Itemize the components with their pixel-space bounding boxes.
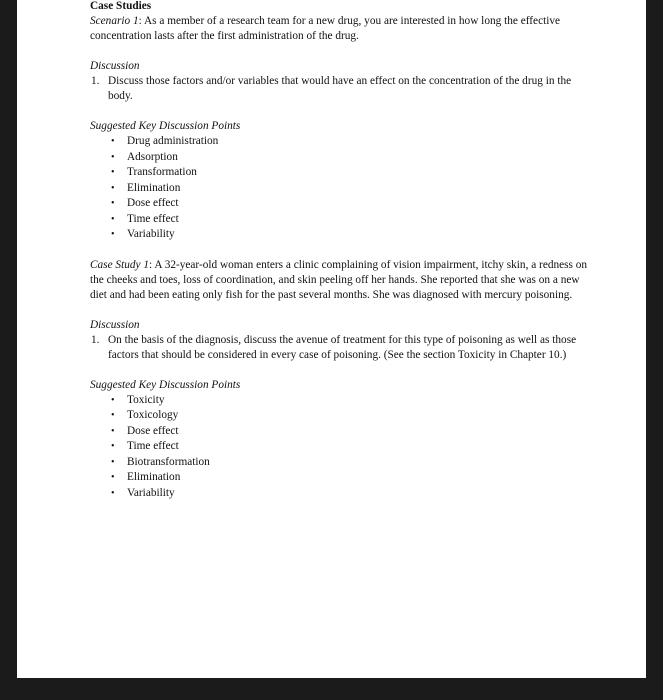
document-page	[17, 0, 646, 678]
bullet-icon: •	[111, 410, 115, 421]
bullet-icon: •	[111, 487, 115, 499]
list-item	[90, 196, 590, 212]
question-number: 1.	[91, 333, 100, 346]
discussion-2-list	[90, 333, 590, 363]
discussion-2-question	[90, 333, 590, 363]
scenario-paragraph	[90, 14, 590, 44]
list-item-text: Elimination	[127, 181, 181, 194]
section-heading: Case Studies	[90, 0, 152, 12]
bullet-icon: •	[111, 229, 115, 240]
bullet-icon: •	[111, 182, 115, 194]
scenario-text: : As a member of a research team for a new drug, you are interested in how long the effective concentration lasts after the first administration of the drug.	[90, 15, 561, 42]
bullet-icon: •	[111, 151, 115, 163]
list-item	[90, 150, 590, 166]
bullet-icon: •	[111, 425, 115, 437]
list-item-text: Dose effect	[127, 197, 179, 209]
bullet-icon: •	[111, 213, 115, 225]
list-item-text: Toxicology	[127, 409, 179, 421]
points-2-label: Suggested Key Discussion Points	[90, 378, 241, 391]
points-2-list	[90, 393, 590, 502]
discussion-1-list	[90, 74, 590, 104]
bullet-icon: •	[111, 394, 115, 406]
bullet-icon: •	[111, 167, 115, 178]
bullet-icon: •	[111, 136, 115, 147]
bullet-icon: •	[111, 198, 115, 209]
list-item	[90, 408, 590, 424]
list-item	[90, 486, 590, 502]
list-item-text: Biotransformation	[127, 455, 210, 468]
list-item-text: Time effect	[127, 440, 179, 452]
list-item-text: Adsorption	[127, 150, 178, 163]
question-text: On the basis of the diagnosis, discuss the avenue of treatment for this type of poisoning as well as those factors that should be considered in every case of poisoning. (See the section Toxicity in Chapter 10.)	[108, 333, 577, 361]
list-item	[90, 393, 590, 409]
list-item-text: Time effect	[127, 212, 179, 225]
discussion-1-question	[90, 74, 590, 104]
list-item	[90, 181, 590, 197]
list-item-text: Variability	[127, 486, 175, 499]
discussion-2-label: Discussion	[90, 318, 140, 331]
list-item	[90, 470, 590, 486]
list-item	[90, 134, 590, 150]
question-number: 1.	[91, 75, 100, 87]
list-item-text: Transformation	[127, 166, 197, 178]
list-item	[90, 424, 590, 440]
list-item	[90, 455, 590, 471]
discussion-1-label: Discussion	[90, 60, 140, 72]
question-text: Discuss those factors and/or variables that would have an effect on the concentration of the drug in the body.	[108, 75, 572, 102]
case-study-label: Case Study 1	[90, 258, 149, 271]
scenario-label: Scenario 1	[90, 15, 139, 27]
document-content	[90, 0, 590, 516]
list-item	[90, 212, 590, 228]
list-item-text: Elimination	[127, 471, 181, 483]
list-item-text: Dose effect	[127, 424, 179, 437]
list-item-text: Variability	[127, 228, 175, 240]
bullet-icon: •	[111, 456, 115, 468]
points-1-label: Suggested Key Discussion Points	[90, 120, 241, 132]
case-study-text: : A 32-year-old woman enters a clinic complaining of vision impairment, itchy skin, a redness on the cheeks and toes, loss of coordination, and skin peeling off her hands. She reported that she was on a new diet and had been eating only fish for the past several months. She was diagnosed with mercury poisoning.	[90, 258, 588, 301]
bullet-icon: •	[111, 441, 115, 452]
case-study-paragraph	[90, 258, 590, 303]
bullet-icon: •	[111, 472, 115, 483]
points-1-list	[90, 134, 590, 243]
list-item	[90, 165, 590, 181]
list-item-text: Drug administration	[127, 135, 219, 147]
list-item	[90, 227, 590, 243]
list-item	[90, 439, 590, 455]
list-item-text: Toxicity	[127, 393, 165, 406]
